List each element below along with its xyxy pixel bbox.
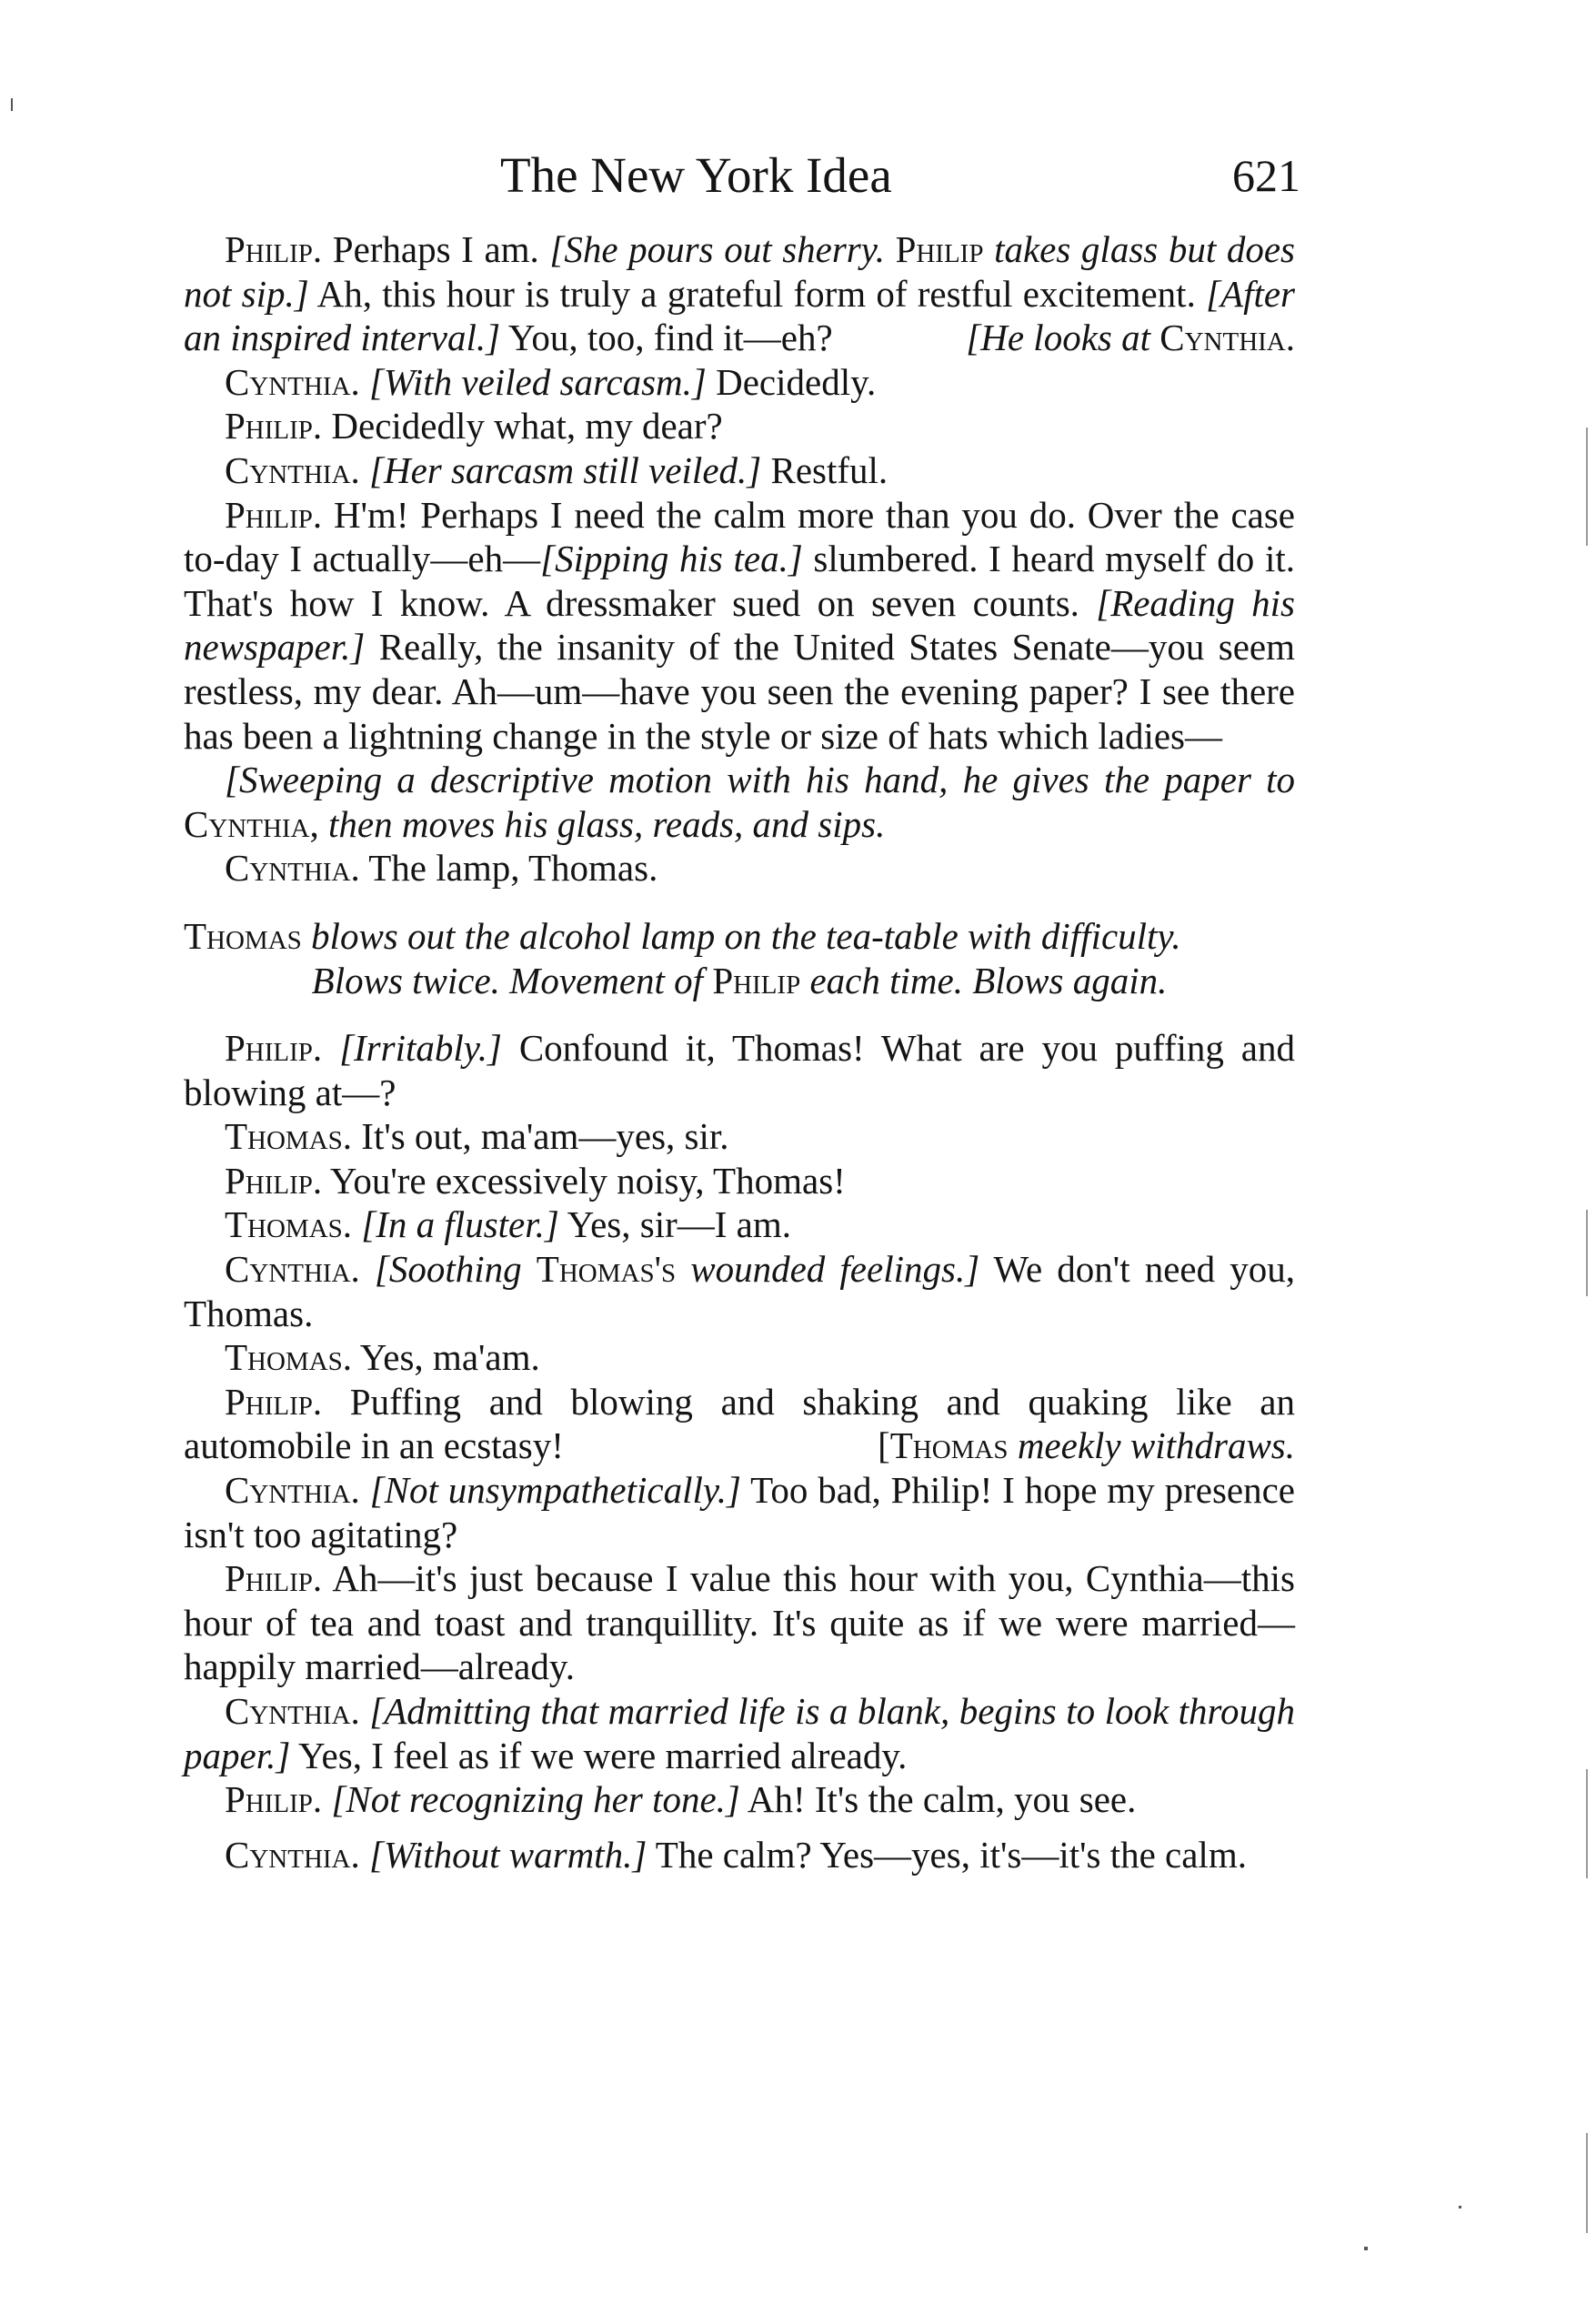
dialogue: Puffing and blowing and shaking and quaking like an automobile in an ecstasy! <box>184 1380 1295 1467</box>
exit-direction <box>925 316 1295 360</box>
scan-edge-line <box>1586 1769 1588 1878</box>
speaker-name: Philip. <box>225 1027 323 1070</box>
stage-direction: wounded feelings.] <box>676 1248 980 1291</box>
stage-direction: [Sweeping a descriptive motion with his hand, he gives the paper to <box>225 759 1295 801</box>
speaker-name: Cynthia. <box>1159 317 1295 359</box>
stage-direction: [In a fluster.] <box>361 1203 559 1246</box>
speaker-name: Cynthia. <box>225 1469 360 1512</box>
dialogue: H'm! Perhaps I need the calm more than you do. Over the case to-day I actually—eh— <box>184 493 1295 580</box>
speech-thomas <box>184 1202 1295 1247</box>
dialogue: Ah, this hour is truly a grateful form of restful excitement. <box>308 272 1207 315</box>
stage-direction: meekly withdraws. <box>1008 1424 1295 1467</box>
dialogue: Ah! It's the calm, you see. <box>739 1778 1137 1821</box>
speech-philip <box>184 1026 1295 1114</box>
stage-direction: takes glass but does not sip.] <box>184 228 1295 315</box>
stage-direction: [Admitting that married life is a blank, begins to look through paper.] <box>184 1690 1295 1776</box>
speaker-name: Cynthia. <box>225 1690 360 1732</box>
play-text <box>184 227 1295 1876</box>
stage-direction: [She pours out sherry. <box>549 228 896 270</box>
speech-cynthia <box>184 1247 1295 1335</box>
speech-cynthia <box>184 846 1295 890</box>
dialogue: Confound it, Thomas! What are you puffing and blowing at—? <box>184 1027 1295 1113</box>
speaker-name: Thomas. <box>225 1336 353 1379</box>
speech-philip <box>184 1777 1295 1822</box>
stage-direction: [Not recognizing her tone.] <box>331 1778 740 1821</box>
scan-speck <box>1364 2247 1368 2250</box>
speech-philip <box>184 1556 1295 1689</box>
stage-direction: each time. Blows again. <box>800 959 1168 1001</box>
scan-speck <box>1459 2206 1461 2208</box>
dialogue: You, too, find it—eh? <box>500 317 833 359</box>
speaker-name: Philip. <box>225 1557 323 1600</box>
dialogue: The lamp, Thomas. <box>359 847 658 890</box>
stage-direction-line <box>184 959 1295 1003</box>
dialogue: Yes, sir—I am. <box>558 1203 791 1246</box>
speaker-name: Philip. <box>225 1159 323 1202</box>
stage-direction: [Without warmth.] <box>369 1833 647 1876</box>
dialogue: Decidedly. <box>706 360 877 403</box>
stage-direction: blows out the alcohol lamp on the tea-table with difficulty. <box>301 914 1181 957</box>
speaker-name: Thomas's <box>536 1248 677 1291</box>
speaker-name: Philip. <box>225 228 323 270</box>
speaker-name: Cynthia. <box>225 1248 360 1291</box>
speech-thomas <box>184 1335 1295 1380</box>
stage-direction: [He looks at <box>966 317 1160 359</box>
stage-direction-line <box>184 914 1295 959</box>
stage-direction: [Irritably.] <box>339 1027 502 1070</box>
dialogue: The calm? Yes—yes, it's—it's the calm. <box>647 1833 1247 1876</box>
dialogue: Restful. <box>761 448 888 491</box>
stage-direction: [Reading his newspaper.] <box>184 581 1295 669</box>
speaker-name: Cynthia. <box>225 847 360 890</box>
speaker-name: Thomas. <box>225 1115 353 1158</box>
stage-direction: [ <box>878 1424 890 1467</box>
speaker-name: Philip. <box>225 1778 323 1821</box>
speaker-name: Thomas. <box>225 1203 353 1246</box>
speech-philip <box>184 1380 1295 1468</box>
speaker-name: Cynthia. <box>225 448 360 491</box>
stage-direction-block <box>184 914 1295 1002</box>
speech-philip <box>184 1159 1295 1203</box>
dialogue: Yes, I feel as if we were married already. <box>290 1734 908 1776</box>
speech-philip <box>184 227 1295 360</box>
stage-direction-paragraph <box>184 758 1295 846</box>
stage-direction: [After an inspired interval.] <box>184 272 1295 359</box>
speech-cynthia <box>184 1468 1295 1556</box>
dialogue: slumbered. I heard myself do it. That's how I know. A dressmaker sued on seven counts. <box>184 538 1295 624</box>
dialogue: Too bad, Philip! I hope my presence isn't too agitating? <box>184 1469 1295 1555</box>
speech-cynthia <box>184 448 1295 493</box>
scan-edge-line <box>1586 428 1588 546</box>
dialogue: Decidedly what, my dear? <box>322 405 723 448</box>
scan-edge-line <box>1586 1210 1588 1296</box>
speech-cynthia <box>184 1689 1295 1777</box>
speech-cynthia <box>184 360 1295 405</box>
speaker-name: Philip. <box>225 405 323 448</box>
stage-direction: [With veiled sarcasm.] <box>369 360 707 403</box>
speaker-name: Thomas <box>889 1424 1009 1467</box>
dialogue: It's out, ma'am—yes, sir. <box>352 1115 729 1158</box>
stage-direction: [Her sarcasm still veiled.] <box>369 448 762 491</box>
scan-edge-line <box>1586 2133 1588 2233</box>
page-number: 621 <box>1232 150 1300 201</box>
speaker-name: Thomas <box>184 914 302 957</box>
speaker-name: Philip <box>895 228 984 270</box>
dialogue: Perhaps I am. <box>322 228 550 270</box>
speaker-name: Cynthia. <box>225 1833 360 1876</box>
speech-philip <box>184 493 1295 759</box>
stage-direction: [Sipping his tea.] <box>540 538 803 580</box>
speech-philip <box>184 404 1295 448</box>
running-title: The New York Idea <box>500 147 892 203</box>
speaker-name: Philip. <box>225 493 323 536</box>
dialogue: We don't need you, Thomas. <box>184 1248 1296 1334</box>
dialogue: You're excessively noisy, Thomas! <box>322 1159 846 1202</box>
dialogue: Really, the insanity of the United States Senate—you seem restless, my dear. Ah—um—have you seen the evening paper? I see there has been a lightning change in the style or size of hats which ladies— <box>184 626 1295 757</box>
dialogue: Yes, ma'am. <box>352 1336 540 1379</box>
stage-direction: then moves his glass, reads, and sips. <box>318 802 886 845</box>
speech-thomas <box>184 1114 1295 1159</box>
speech-cynthia <box>184 1833 1295 1877</box>
page-header <box>182 144 1300 207</box>
stage-direction: [Soothing <box>374 1248 537 1291</box>
dialogue: Ah—it's just because I value this hour with you, Cynthia—this hour of tea and toast and tranquillity. It's quite as if we were married—happily married—already. <box>184 1557 1295 1688</box>
speaker-name: Cynthia, <box>184 802 319 845</box>
speaker-name: Cynthia. <box>225 360 360 403</box>
stage-direction: [Not unsympathetically.] <box>369 1469 742 1512</box>
speaker-name: Philip. <box>225 1380 323 1423</box>
stage-direction: Blows twice. Movement of <box>311 959 713 1001</box>
speaker-name: Philip <box>712 959 801 1001</box>
exit-direction <box>837 1424 1295 1468</box>
scan-speck <box>11 98 13 111</box>
